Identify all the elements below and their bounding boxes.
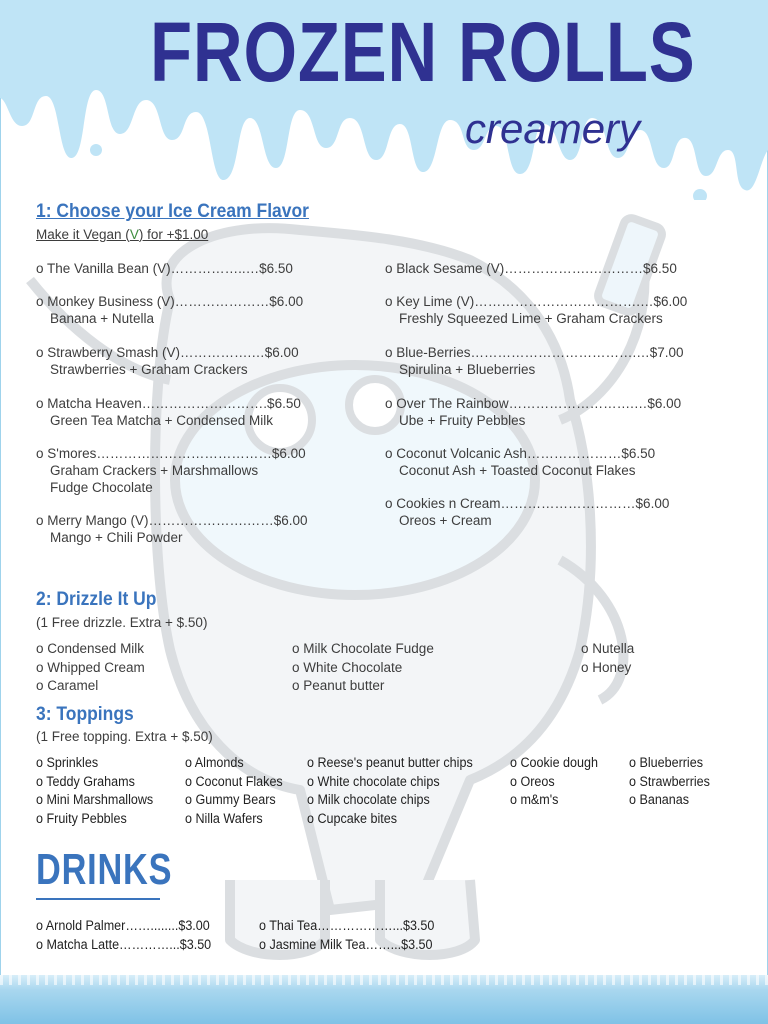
flavor-description: Freshly Squeezed Lime + Graham Crackers	[399, 311, 663, 326]
flavor-item	[385, 445, 655, 479]
flavor-item	[36, 395, 301, 429]
flavor-name: o Matcha Heaven……………………….$6.50	[36, 396, 301, 411]
flavor-item	[385, 395, 681, 429]
topping-option: o Cookie dough	[510, 755, 598, 770]
vegan-note-post: ) for +$1.00	[138, 227, 209, 242]
flavor-item	[385, 495, 669, 529]
flavor-name: o The Vanilla Bean (V)……………..…$6.50	[36, 261, 293, 276]
flavor-name: o Merry Mango (V)………………….……$6.00	[36, 513, 308, 528]
brand-subtitle: creamery	[465, 105, 641, 152]
flavor-description: Mango + Chili Powder	[50, 530, 183, 545]
topping-option: o White chocolate chips	[307, 773, 440, 789]
topping-option: o Nilla Wafers	[185, 810, 263, 826]
toppings-column-5	[629, 754, 710, 810]
flavor-name: o Cookies n Cream…………………………$6.00	[385, 496, 670, 511]
flavor-item	[36, 293, 303, 327]
topping-option: o m&m's	[510, 792, 559, 807]
flavor-item	[385, 344, 684, 378]
drizzle-option: o White Chocolate	[292, 659, 403, 675]
topping-option: o Milk chocolate chips	[307, 792, 430, 807]
drink-item: o Thai Tea………………...$3.50	[259, 918, 435, 933]
ice-footer-band	[0, 975, 768, 1024]
flavor-name: o S'mores…………………………………$6.00	[36, 446, 306, 461]
drink-item: o Arnold Palmer……........$3.00	[36, 918, 210, 933]
topping-option: o Coconut Flakes	[185, 773, 283, 789]
topping-option: o Almonds	[185, 755, 244, 770]
flavor-name: o Strawberry Smash (V)…………….…$6.00	[36, 345, 299, 360]
toppings-column-3	[307, 754, 473, 828]
topping-option: o Blueberries	[629, 755, 703, 770]
drizzle-option: o Caramel	[36, 678, 99, 693]
drizzle-option: o Peanut butter	[292, 678, 385, 693]
drinks-column-2	[259, 917, 434, 954]
drizzle-section-heading: 2: Drizzle It Up	[36, 589, 157, 610]
drizzle-column-1	[36, 640, 145, 696]
drizzle-option: o Condensed Milk	[36, 641, 145, 656]
topping-option: o Cupcake bites	[307, 810, 398, 826]
drizzle-note: (1 Free drizzle. Extra + $.50)	[36, 615, 208, 630]
drizzle-column-3	[581, 640, 634, 677]
vegan-note-pre: Make it Vegan (	[36, 227, 130, 242]
drizzle-option: o Nutella	[581, 641, 635, 656]
toppings-column-4	[510, 754, 598, 810]
topping-option: o Strawberries	[629, 773, 710, 789]
flavor-description: Coconut Ash + Toasted Coconut Flakes	[399, 463, 636, 478]
topping-option: o Bananas	[629, 792, 690, 807]
drizzle-option: o Honey	[581, 659, 632, 675]
topping-option: o Mini Marshmallows	[36, 792, 154, 807]
flavor-description: Graham Crackers + Marshmallows	[50, 463, 259, 478]
drinks-heading-underline	[36, 898, 160, 900]
toppings-note: (1 Free topping. Extra + $.50)	[36, 729, 213, 744]
toppings-column-1	[36, 754, 153, 828]
flavor-item	[385, 293, 687, 327]
flavor-section-heading: 1: Choose your Ice Cream Flavor	[36, 201, 309, 222]
topping-option: o Gummy Bears	[185, 792, 276, 807]
topping-option: o Sprinkles	[36, 755, 99, 770]
flavor-description: Fudge Chocolate	[50, 480, 153, 495]
toppings-section-heading: 3: Toppings	[36, 704, 134, 725]
flavor-item	[36, 260, 293, 277]
toppings-column-2	[185, 754, 283, 828]
vegan-note-v: V	[129, 227, 139, 242]
drink-item: o Jasmine Milk Tea……...$3.50	[259, 936, 433, 952]
drizzle-column-2	[292, 640, 434, 696]
flavor-item	[385, 260, 677, 277]
topping-option: o Oreos	[510, 773, 555, 789]
flavor-item	[36, 344, 299, 378]
flavor-description: Ube + Fruity Pebbles	[399, 413, 526, 428]
flavor-name: o Blue-Berries……………………………….…$7.00	[385, 345, 684, 360]
topping-option: o Teddy Grahams	[36, 773, 135, 789]
drinks-column-1	[36, 917, 211, 954]
flavor-name: o Black Sesame (V)……………….…………$6.50	[385, 261, 677, 276]
drink-item: o Matcha Latte…………...$3.50	[36, 936, 212, 952]
flavor-item	[36, 512, 308, 546]
flavor-description: Oreos + Cream	[399, 513, 492, 528]
drinks-heading: DRINKS	[36, 845, 173, 894]
flavor-description: Spirulina + Blueberries	[399, 362, 536, 377]
drizzle-option: o Whipped Cream	[36, 659, 145, 675]
flavor-name: o Coconut Volcanic Ash…………………$6.50	[385, 446, 656, 461]
drizzle-option: o Milk Chocolate Fudge	[292, 641, 434, 656]
flavor-name: o Over The Rainbow……………………….…$6.00	[385, 396, 682, 411]
topping-option: o Reese's peanut butter chips	[307, 755, 473, 770]
flavor-description: Green Tea Matcha + Condensed Milk	[50, 413, 274, 428]
flavor-description: Strawberries + Graham Crackers	[50, 362, 248, 377]
vegan-note	[36, 227, 208, 242]
flavor-name: o Monkey Business (V)…………………$6.00	[36, 294, 304, 309]
flavor-name: o Key Lime (V)……………………………….…$6.00	[385, 294, 688, 309]
topping-option: o Fruity Pebbles	[36, 810, 127, 826]
brand-title: FROZEN ROLLS	[150, 5, 696, 99]
flavor-item	[36, 445, 306, 496]
flavor-description: Banana + Nutella	[50, 311, 154, 326]
